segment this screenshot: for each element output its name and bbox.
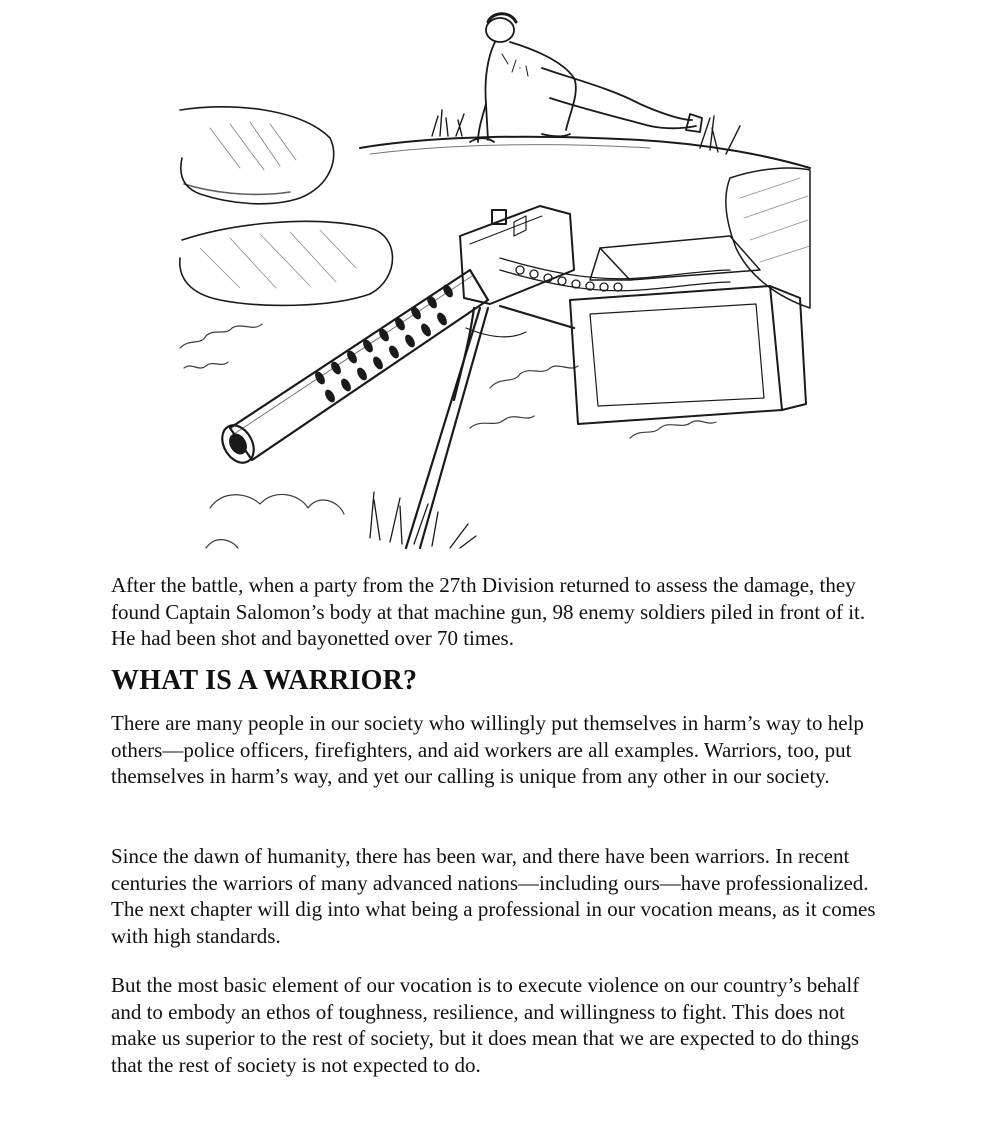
soldier-figure [470,14,702,142]
sandbags [180,107,393,306]
foliage [180,324,716,548]
section-heading: WHAT IS A WARRIOR? [111,665,418,696]
body-paragraph-3-block [111,972,881,1078]
ammo-box [570,236,806,424]
caption-block [111,572,881,652]
body-paragraph-1-block [111,710,881,790]
machine-gun-illustration [170,8,820,560]
section-heading-block [111,665,881,697]
caption-paragraph: After the battle, when a party from the 27th Division returned to assess the damage, they found Captain Salomon’s body at that machine gun, 98 enemy soldiers piled in front of it. He had been shot and bayonetted over 70 times. [111,573,866,650]
body-paragraph: But the most basic element of our vocation is to execute violence on our country’s behalf and to embody an ethos of toughness, resilience, and willingness to fight. This does not make us superior to the rest of society, but it does mean that we are expected to do things that the rest of society is not expected to do. [111,973,860,1077]
body-paragraph: Since the dawn of humanity, there has been war, and there have been warriors. In recent centuries the warriors of many advanced nations—including ours—have professionalized. The next chapter will dig into what being a professional in our vocation means, as it comes with high standards. [111,844,876,948]
tripod [406,306,574,548]
body-paragraph: There are many people in our society who willingly put themselves in harm’s way to help others—police officers, firefighters, and aid workers are all examples. Warriors, too, put themselves in harm’s way, and yet our calling is unique from any other in our society. [111,711,864,788]
gun-receiver [460,206,574,304]
body-paragraph-2-block [111,843,881,949]
